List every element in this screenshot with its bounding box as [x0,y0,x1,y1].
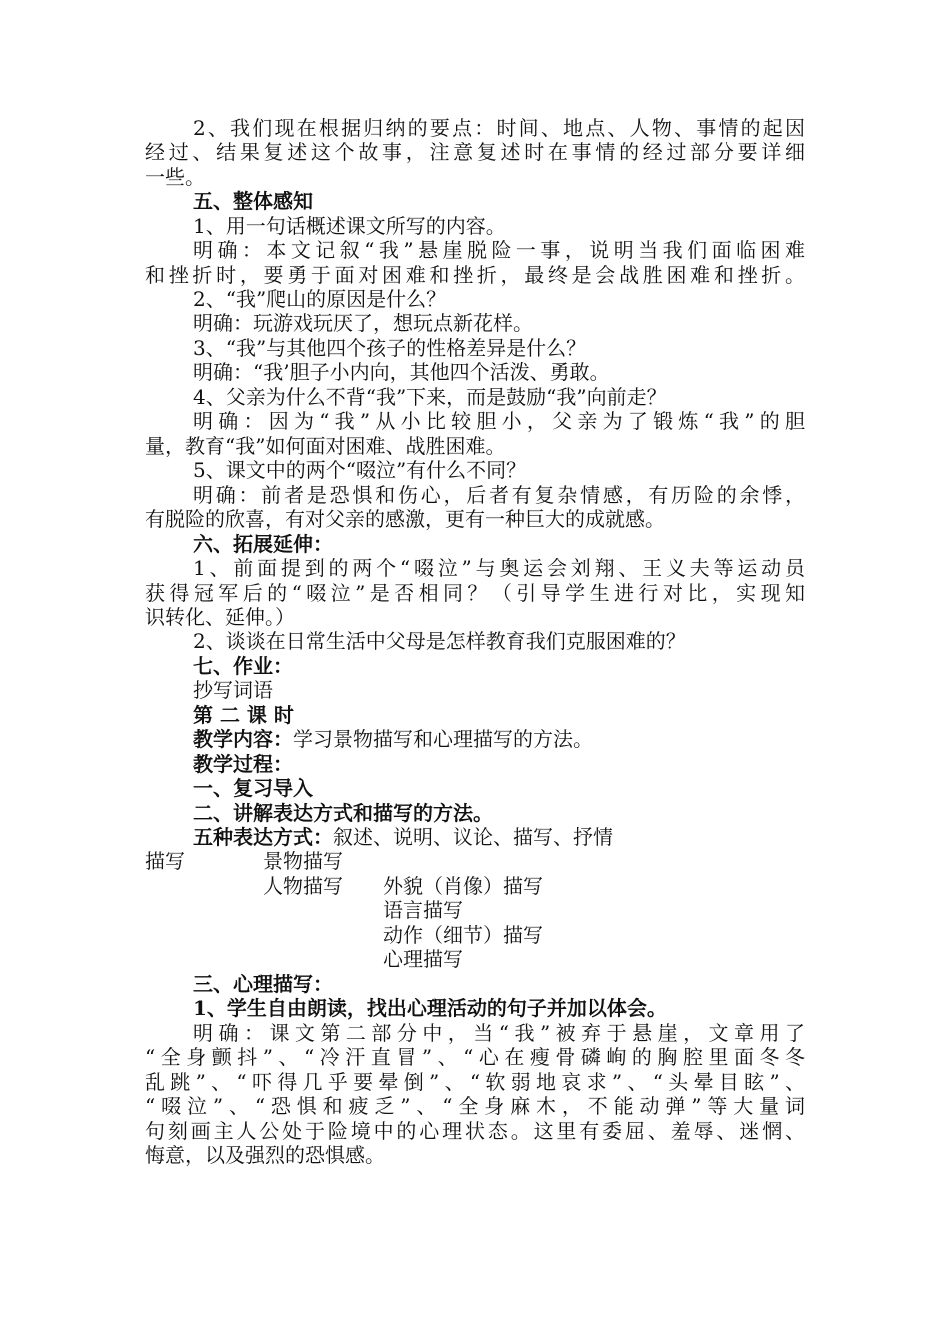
text-line [193,678,273,702]
outline-item: 描写 [145,849,185,873]
outline-item: 人物描写 [263,874,343,898]
text-line [193,654,293,678]
text-line [193,458,526,482]
text-line [193,532,333,556]
inline-label: 五种表达方式： [193,825,333,849]
text-line [193,996,667,1020]
text-line [145,434,505,458]
line-text: 三、心理描写： [193,972,333,996]
line-text: 七、作业： [193,654,293,678]
text-line [145,140,805,164]
line-text: 1、前面提到的两个“啜泣”与奥运会刘翔、王义夫等运动员 [193,556,805,580]
text-line [193,189,313,213]
text-line [193,116,805,140]
line-text: 明确：前者是恐惧和伤心，后者有复杂情感，有历险的余悸， [193,483,805,507]
line-text: 教学过程： [193,752,293,776]
text-line [193,703,294,727]
line-text: 一些。 [145,165,205,189]
line-text: 乱跳”、“吓得几乎要晕倒”、“软弱地哀求”、“头晕目眩”、 [145,1070,805,1094]
text-line [145,1094,805,1118]
line-text: 句刻画主人公处于险境中的心理状态。这里有委屈、羞辱、迷惘、 [145,1119,805,1143]
text-line [193,214,506,238]
text-line [145,1070,805,1094]
text-line [193,360,610,384]
line-text: 明确：“我’胆子小内向，其他四个活泼、勇敢。 [193,360,610,384]
line-text: 2、谈谈在日常生活中父母是怎样教育我们克服困难的？ [193,629,686,653]
line-text: 1、用一句话概述课文所写的内容。 [193,214,506,238]
line-text: 获得冠军后的“啜泣”是否相同？（引导学生进行对比，实现知 [145,581,805,605]
line-text: 明确：课文第二部分中，当“我”被弃于悬崖，文章用了 [193,1021,805,1045]
line-text: 有脱险的欣喜，有对父亲的感激，更有一种巨大的成就感。 [145,507,665,531]
outline-item: 外貌（肖像）描写 [383,874,543,898]
text-line [193,1021,805,1045]
line-text: 5、课文中的两个“啜泣”有什么不同？ [193,458,527,482]
line-text: 4、父亲为什么不背“我”下来，而是鼓励“我”向前走？ [193,385,667,409]
line-text: “全身颤抖”、“冷汗直冒”、“心在瘦骨磷峋的胸腔里面冬冬 [145,1045,805,1069]
line-text: 悔意，以及强烈的恐惧感。 [145,1143,385,1167]
text-line [193,972,333,996]
text-line [193,629,686,653]
text-line [145,581,805,605]
text-line [145,1045,805,1069]
line-text: 2、“我”爬山的原因是什么？ [193,287,447,311]
line-text: 二、讲解表达方式和描写的方法。 [193,801,493,825]
line-text: “啜泣”、“恐惧和疲乏”、“全身麻木，不能动弹”等大量词 [145,1094,805,1118]
text-line [193,801,493,825]
inline-label: 教学内容： [193,727,293,751]
outline-item: 景物描写 [263,849,343,873]
text-line [193,311,533,335]
text-line [145,507,665,531]
outline-item: 语言描写 [383,898,463,922]
line-text: 第 二 课 时 [193,703,294,727]
text-line [193,483,805,507]
text-line [193,752,293,776]
text-line [145,1143,385,1167]
text-line [145,1119,805,1143]
text-line [193,776,313,800]
line-text: 六、拓展延伸： [193,532,333,556]
line-text: 量，教育“我”如何面对困难、战胜困难。 [145,434,506,458]
text-line [193,336,586,360]
text-line [193,287,446,311]
line-text: 明确：本文记叙“我”悬崖脱险一事，说明当我们面临困难 [193,238,805,262]
line-text: 明确：玩游戏玩厌了，想玩点新花样。 [193,311,533,335]
line-text: 经过、结果复述这个故事，注意复述时在事情的经过部分要详细 [145,140,805,164]
line-text: 学习景物描写和心理描写的方法。 [293,727,593,751]
text-line [193,409,805,433]
outline-item: 心理描写 [383,947,463,971]
line-text: 五、整体感知 [193,189,313,213]
text-line [145,605,295,629]
line-text: 1、学生自由朗读，找出心理活动的句子并加以体会。 [193,996,667,1020]
text-line [193,727,593,751]
text-line [193,385,667,409]
line-text: 3、“我”与其他四个孩子的性格差异是什么？ [193,336,587,360]
line-text: 明确：因为“我”从小比较胆小，父亲为了锻炼“我”的胆 [193,409,805,433]
text-line [193,556,805,580]
text-line [145,165,205,189]
text-line [193,825,613,849]
line-text: 2、我们现在根据归纳的要点：时间、地点、人物、事情的起因 [193,116,805,140]
line-text: 叙述、说明、议论、描写、抒情 [333,825,613,849]
text-line [145,263,805,287]
line-text: 抄写词语 [193,678,273,702]
line-text: 和挫折时，要勇于面对困难和挫折，最终是会战胜困难和挫折。 [145,263,805,287]
line-text: 识转化、延伸。） [145,605,295,629]
outline-item: 动作（细节）描写 [383,923,543,947]
line-text: 一、复习导入 [193,776,313,800]
text-line [193,238,805,262]
